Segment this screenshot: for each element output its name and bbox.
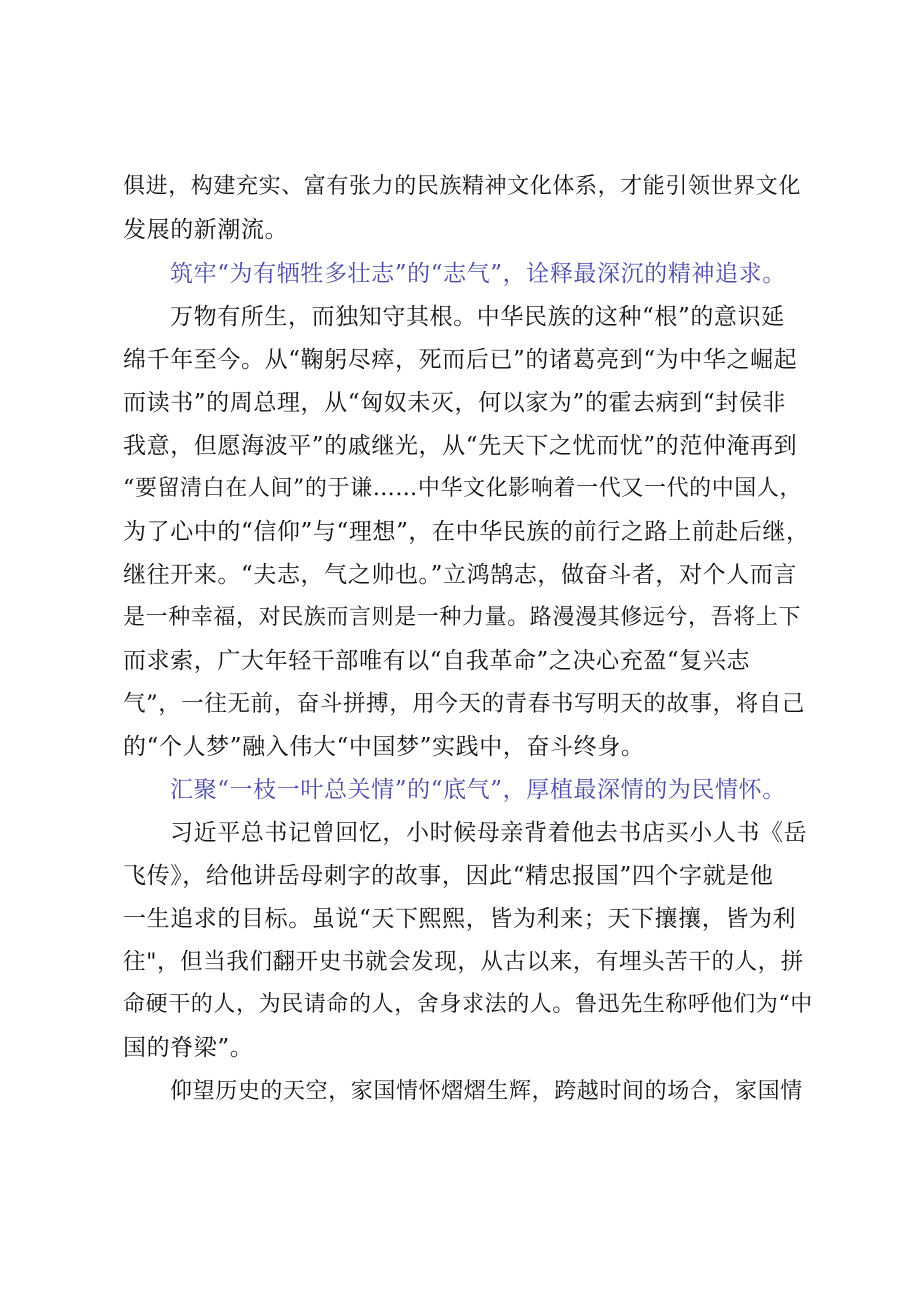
section-heading: 筑牢“为有牺牲多壮志”的“志气”，诠释最深沉的精神追求。 — [170, 261, 786, 287]
paragraph-line: 飞传》，给他讲岳母刺字的故事，因此“精忠报国”四个字就是他 — [123, 863, 774, 889]
paragraph-line: 继往开来。“夫志，气之帅也。”立鸿鹄志，做奋斗者，对个人而言 — [123, 562, 798, 588]
paragraph-line: 是一种幸福，对民族而言则是一种力量。路漫漫其修远兮，吾将上下 — [123, 605, 802, 630]
paragraph-line: 国的脊梁”。 — [123, 1035, 254, 1061]
paragraph-line: 而读书”的周总理，从“匈奴未灭，何以家为”的霍去病到“封侯非 — [123, 390, 787, 416]
paragraph-line: 俱进，构建充实、富有张力的民族精神文化体系，才能引领世界文化 — [123, 174, 802, 199]
paragraph-line: 绵千年至今。从“鞠躬尽瘁，死而后已”的诸葛亮到“为中华之崛起 — [123, 347, 798, 373]
paragraph-line: 习近平总书记曾回忆，小时候母亲背着他去书店买小人书《岳 — [170, 820, 808, 846]
section-heading: 汇聚“一枝一叶总关情”的“底气”，厚植最深情的为民情怀。 — [170, 777, 786, 803]
paragraph-line: 气”，一往无前，奋斗拼搏，用今天的青春书写明天的故事，将自己 — [123, 691, 806, 717]
paragraph-line: 的“个人梦”融入伟大“中国梦”实践中，奋斗终身。 — [123, 734, 645, 760]
paragraph-line: 为了心中的“信仰”与“理想”，在中华民族的前行之路上前赴后继， — [123, 519, 810, 545]
paragraph-line: 我意，但愿海波平”的戚继光，从“先天下之忧而忧”的范仲淹再到 — [123, 433, 798, 459]
paragraph-line: 一生追求的目标。虽说“天下熙熙，皆为利来；天下攘攘，皆为利 — [123, 906, 797, 932]
paragraph-line: 而求索，广大年轻干部唯有以“自我革命”之决心充盈“复兴志 — [123, 648, 751, 674]
paragraph-line: “要留清白在人间”的于谦……中华文化影响着一代又一代的中国人， — [123, 476, 803, 501]
paragraph-line: 命硬干的人，为民请命的人，舍身求法的人。鲁迅先生称呼他们为“中 — [123, 992, 813, 1017]
paragraph-line: 发展的新潮流。 — [123, 217, 289, 243]
paragraph-line: 往"，但当我们翻开史书就会发现，从古以来，有埋头苦干的人，拼 — [123, 949, 804, 975]
paragraph-line: 万物有所生，而独知守其根。中华民族的这种“根”的意识延 — [170, 304, 785, 330]
paragraph-line: 仰望历史的天空，家国情怀熠熠生辉，跨越时间的场合，家国情 — [170, 1079, 803, 1104]
